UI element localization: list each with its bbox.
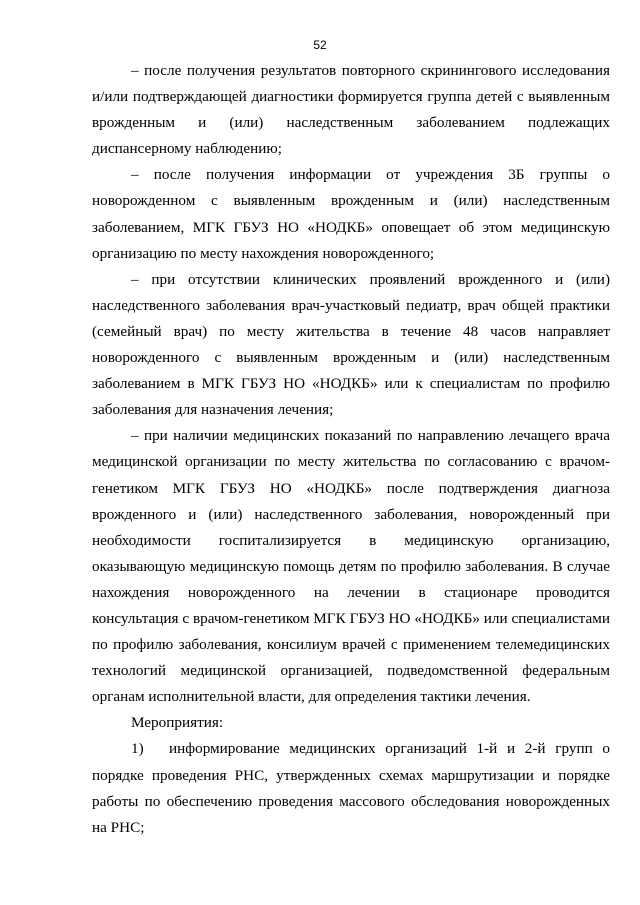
list-item-number: 1) [131,740,144,758]
list-item-text: информирование медицинских организаций 1-й и 2-й групп о порядке проведения РНС, утвержденных схемах маршрутизации и порядке работы по обеспечению проведения массового обследования новорожденных на РНС; [92,740,610,836]
page-number: 52 [313,38,327,52]
document-body [92,58,610,841]
paragraph-no-clinical-symptoms: – при отсутствии клинических проявлений врожденного и (или) наследственного заболевания врач-участковый педиатр, врач общей практики (семейный врач) по месту жительства в течение 48 часов направляет новорожденного с выявленным врожденным и (или) наследственным заболеванием в МГК ГБУЗ НО «НОДКБ» или к специалистам по профилю заболевания для назначения лечения; [92,270,610,419]
list-item-informing [92,736,610,840]
paragraph-mgk-notification: – после получения информации от учреждения 3Б группы о новорожденном с выявленным врожденным и (или) наследственным заболеванием, МГК ГБУЗ НО «НОДКБ» оповещает об этом медицинскую организацию по месту нахождения новорожденного; [92,166,610,262]
paragraph-screening-results: – после получения результатов повторного скринингового исследования и/или подтверждающей диагностики формируется группа детей с выявленным врожденным и (или) наследственным заболеванием подлежащих диспансерному наблюдению; [92,62,610,158]
paragraph-medical-indications: – при наличии медицинских показаний по направлению лечащего врача медицинской организации по месту жительства по согласованию с врачом-генетиком МГК ГБУЗ НО «НОДКБ» после подтверждения диагноза врожденного и (или) наследственного заболевания, новорожденный при необходимости госпитализируется в медицинскую организацию, оказывающую медицинскую помощь детям по профилю заболевания. В случае нахождения новорожденного на лечении в стационаре проводится консультация с врачом-генетиком МГК ГБУЗ НО «НОДКБ» или специалистами по профилю заболевания, консилиум врачей с применением телемедицинских технологий медицинской организацией, подведомственной федеральным органам исполнительной власти, для определения тактики лечения. [92,427,610,706]
measures-heading: Мероприятия: [131,714,224,732]
